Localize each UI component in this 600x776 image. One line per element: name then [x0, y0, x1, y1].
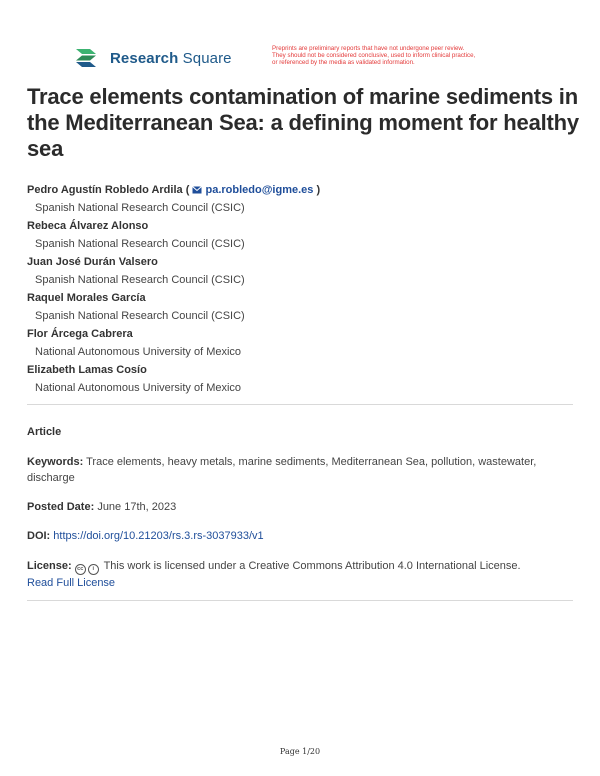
keywords	[27, 454, 573, 486]
license-label: License:	[27, 560, 72, 572]
license	[27, 558, 573, 591]
page-number: Page 1/20	[279, 747, 321, 756]
author-name: Flor Árcega Cabrera	[27, 328, 133, 340]
paper-title: Trace elements contamination of marine sediments in the Mediterranean Sea: a defining moment for healthy sea	[27, 84, 579, 161]
author-affiliation: Spanish National Research Council (CSIC)	[35, 238, 245, 250]
read-full-license-link[interactable]: Read Full License	[27, 577, 116, 589]
disclaimer-line: Preprints are preliminary reports that have not undergone peer review.	[272, 45, 465, 52]
author-affiliation: Spanish National Research Council (CSIC)	[35, 202, 245, 214]
license-text: This work is licensed under a Creative Commons Attribution 4.0 International License.	[103, 560, 521, 572]
preprint-disclaimer	[272, 45, 522, 67]
posted-date-label: Posted Date:	[27, 501, 95, 513]
author-list: Pedro Agustín Robledo Ardila ( pa.robledo@igme.es ) Spanish National Research Council (CSIC) Rebeca Álvarez Alonso Spanish National Research Council (CSIC) Juan José Durán Valsero Spanish National Research Council (CSIC) Raquel Morales García Spanish National Research Council (CSIC) Flor Árcega Cabrera National Autonomous University of Mexico Elizabeth Lamas Cosío National Autonomous University of Mexico	[27, 181, 567, 397]
author-affiliation: National Autonomous University of Mexico	[35, 346, 242, 358]
author-affiliation: Spanish National Research Council (CSIC)	[35, 274, 245, 286]
posted-date	[27, 499, 573, 515]
research-square-logo	[74, 47, 232, 69]
author-name: Juan José Durán Valsero	[27, 256, 158, 268]
posted-date-value: June 17th, 2023	[97, 501, 177, 513]
author-email: pa.robledo@igme.es	[205, 184, 314, 196]
logo-text-research: Research	[110, 49, 179, 67]
author-affiliation: National Autonomous University of Mexico	[35, 382, 242, 394]
doi-label: DOI:	[27, 530, 51, 542]
keywords-label: Keywords:	[27, 456, 84, 468]
logo-text-square: Square	[182, 49, 232, 67]
envelope-icon	[192, 186, 202, 194]
disclaimer-line: or referenced by the media as validated information.	[272, 59, 415, 67]
divider	[27, 404, 573, 405]
author-name: Raquel Morales García	[27, 292, 146, 304]
keywords-value: Trace elements, heavy metals, marine sediments, Mediterranean Sea, pollution, wastewater, discharge	[27, 456, 537, 484]
disclaimer-line: They should not be considered conclusive, used to inform clinical practice,	[272, 52, 476, 60]
creative-commons-icon: cc	[75, 564, 86, 575]
author-email-link[interactable]	[192, 184, 316, 196]
attribution-icon: i	[88, 564, 99, 575]
article-type: Article	[27, 426, 62, 438]
divider	[27, 600, 573, 601]
author-name: Pedro Agustín Robledo Ardila	[27, 184, 183, 196]
author-affiliation: Spanish National Research Council (CSIC)	[35, 310, 245, 322]
author-name: Rebeca Álvarez Alonso	[27, 220, 149, 232]
author-name: Elizabeth Lamas Cosío	[27, 364, 147, 376]
doi	[27, 528, 573, 544]
doi-link[interactable]: https://doi.org/10.21203/rs.3.rs-3037933/v1	[53, 530, 264, 542]
research-square-logo-icon	[74, 47, 104, 69]
